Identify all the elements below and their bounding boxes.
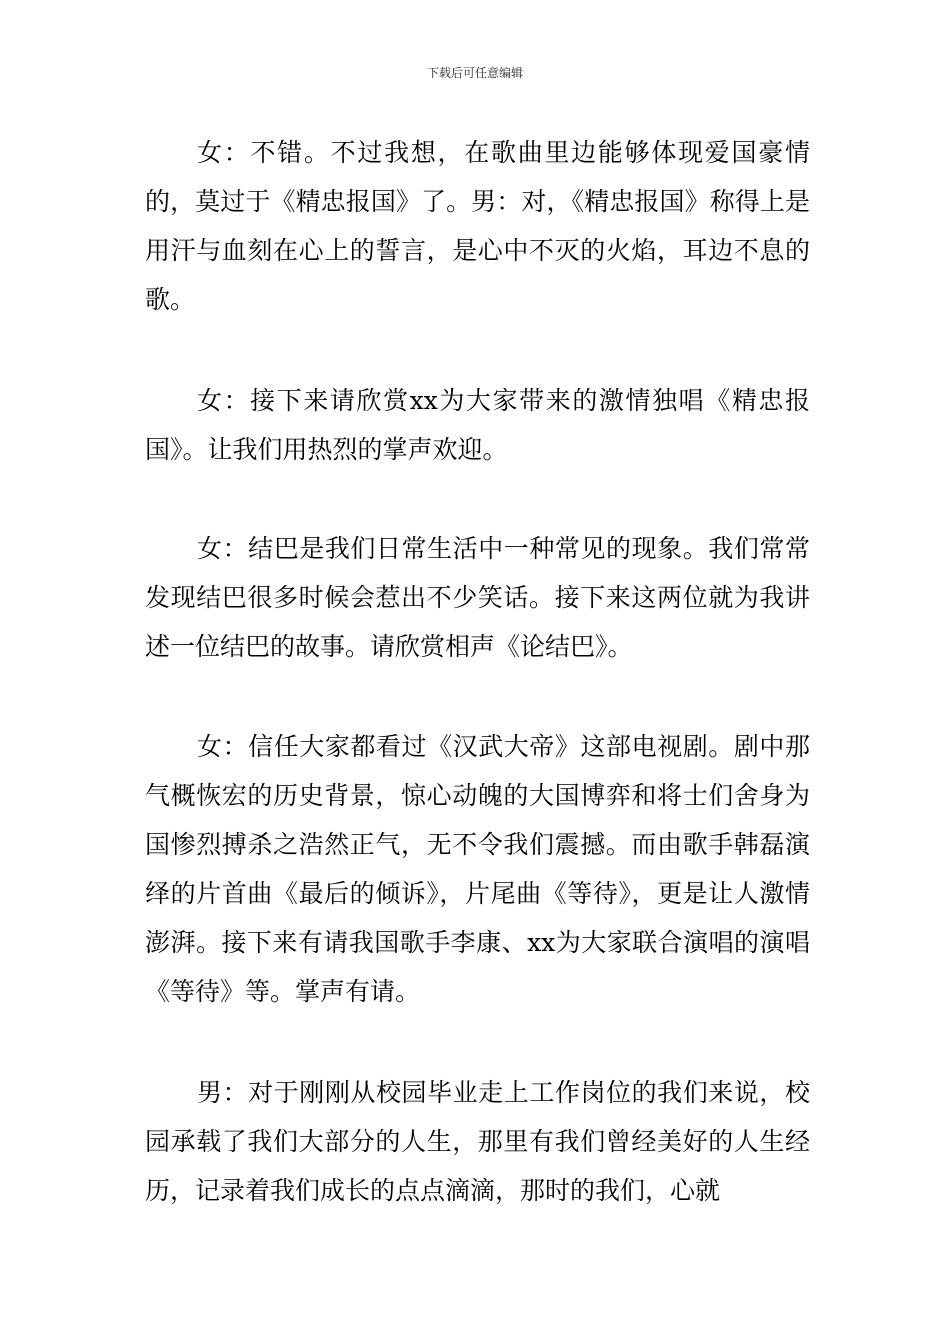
paragraph-crosstalk-introduction: 女：结巴是我们日常生活中一种常见的现象。我们常常发现结巴很多时候会惹出不少笑话。接下来这两位就为我讲述一位结巴的故事。请欣赏相声《论结巴》。 [145, 534, 810, 661]
paragraph-solo-introduction: 女：接下来请欣赏xx为大家带来的激情独唱《精忠报国》。让我们用热烈的掌声欢迎。 [145, 386, 810, 464]
paragraph-duet-introduction: 女：信任大家都看过《汉武大帝》这部电视剧。剧中那气概恢宏的历史背景，惊心动魄的大国博弈和将士们舍身为国惨烈搏杀之浩然正气，无不令我们震撼。而由歌手韩磊演绎的片首曲《最后的倾诉》，片尾曲《等待》，更是让人激情澎湃。接下来有请我国歌手李康、xx为大家联合演唱的演唱《等待》等。掌声有请。 [145, 732, 810, 1006]
paragraph-patriotic-song-dialogue: 女：不错。不过我想，在歌曲里边能够体现爱国豪情的，莫过于《精忠报国》了。男：对，《精忠报国》称得上是用汗与血刻在心上的誓言，是心中不灭的火焰，耳边不息的歌。 [145, 138, 810, 314]
header-note: 下载后可任意编辑 [426, 66, 523, 80]
paragraph-campus-memories: 男：对于刚刚从校园毕业走上工作岗位的我们来说，校园承载了我们大部分的人生，那里有我们曾经美好的人生经历，记录着我们成长的点点滴滴，那时的我们，心就 [145, 1078, 810, 1205]
